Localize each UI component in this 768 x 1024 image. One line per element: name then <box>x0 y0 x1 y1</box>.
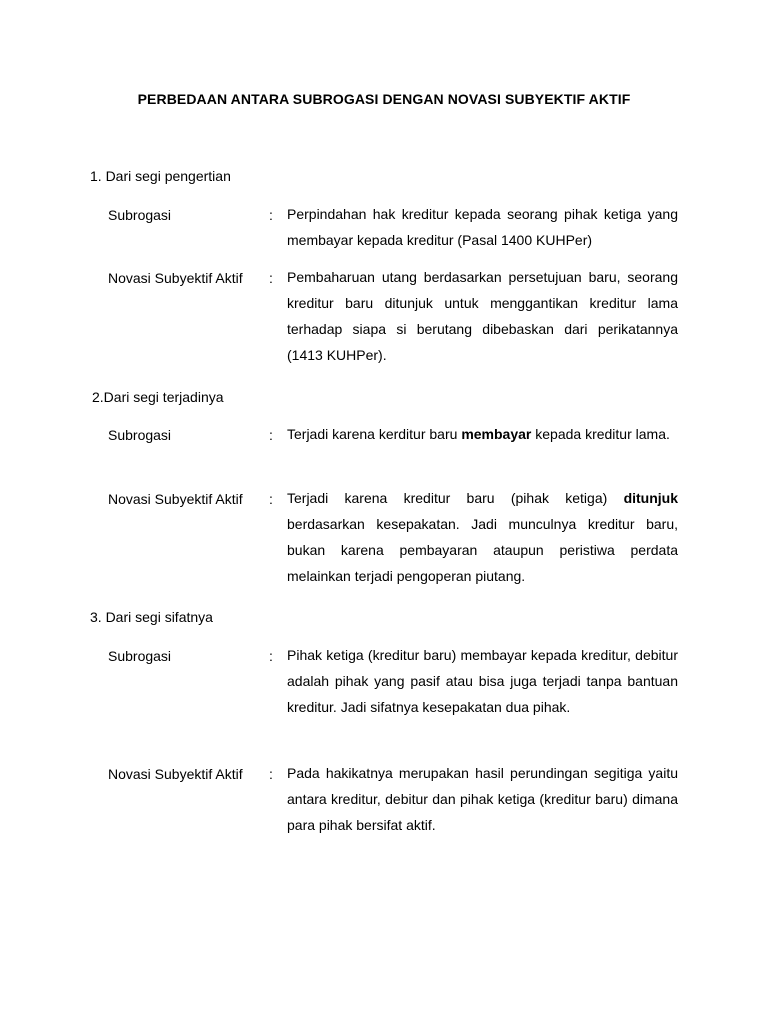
entry-definition: Pihak ketiga (kreditur baru) membayar kepada kreditur, debitur adalah pihak yang pasif atau bisa juga terjadi tanpa bantuan kreditur. Jadi sifatnya kesepakatan dua pihak. <box>287 647 678 715</box>
entry-term: Novasi Subyektif Aktif <box>108 491 243 507</box>
entry-colon: : <box>269 766 273 782</box>
entry-term: Subrogasi <box>108 648 172 664</box>
definition-text: berdasarkan kesepakatan. Jadi munculnya kreditur baru, bukan karena pembayaran ataupun peristiwa perdata melainkan terjadi pengoperan piutang. <box>287 516 678 584</box>
entry-colon: : <box>269 648 273 664</box>
document-title: PERBEDAAN ANTARA SUBROGASI DENGAN NOVASI SUBYEKTIF AKTIF <box>137 91 631 107</box>
entry-definition: Perpindahan hak kreditur kepada seorang pihak ketiga yang membayar kepada kreditur (Pasal 1400 KUHPer) <box>287 206 678 248</box>
entry-colon: : <box>269 207 273 223</box>
entry-term: Novasi Subyektif Aktif <box>108 270 243 286</box>
definition-text: Terjadi karena kreditur baru (pihak ketiga) <box>287 490 624 506</box>
entry-definition <box>287 421 678 447</box>
entry-colon: : <box>269 270 273 286</box>
definition-text: Terjadi karena kerditur baru <box>287 426 462 442</box>
entry-definition: Pada hakikatnya merupakan hasil perundingan segitiga yaitu antara kreditur, debitur dan pihak ketiga (kreditur baru) dimana para pihak bersifat aktif. <box>287 765 678 833</box>
entry-definition <box>287 485 678 589</box>
definition-bold-text: ditunjuk <box>623 490 678 506</box>
definition-bold-text: membayar <box>461 426 532 442</box>
entry-term: Novasi Subyektif Aktif <box>108 766 243 782</box>
section-heading-terjadinya: 2.Dari segi terjadinya <box>92 389 224 405</box>
entry-colon: : <box>269 491 273 507</box>
entry-definition: Pembaharuan utang berdasarkan persetujuan baru, seorang kreditur baru ditunjuk untuk menggantikan kreditur lama terhadap siapa si berutang dibebaskan dari perikatannya (1413 KUHPer). <box>287 269 678 363</box>
entry-term: Subrogasi <box>108 427 172 443</box>
section-heading-sifatnya: 3. Dari segi sifatnya <box>90 609 213 625</box>
entry-colon: : <box>269 427 273 443</box>
section-heading-pengertian: 1. Dari segi pengertian <box>90 168 231 184</box>
definition-text: kepada kreditur lama. <box>531 426 670 442</box>
entry-term: Subrogasi <box>108 207 172 223</box>
